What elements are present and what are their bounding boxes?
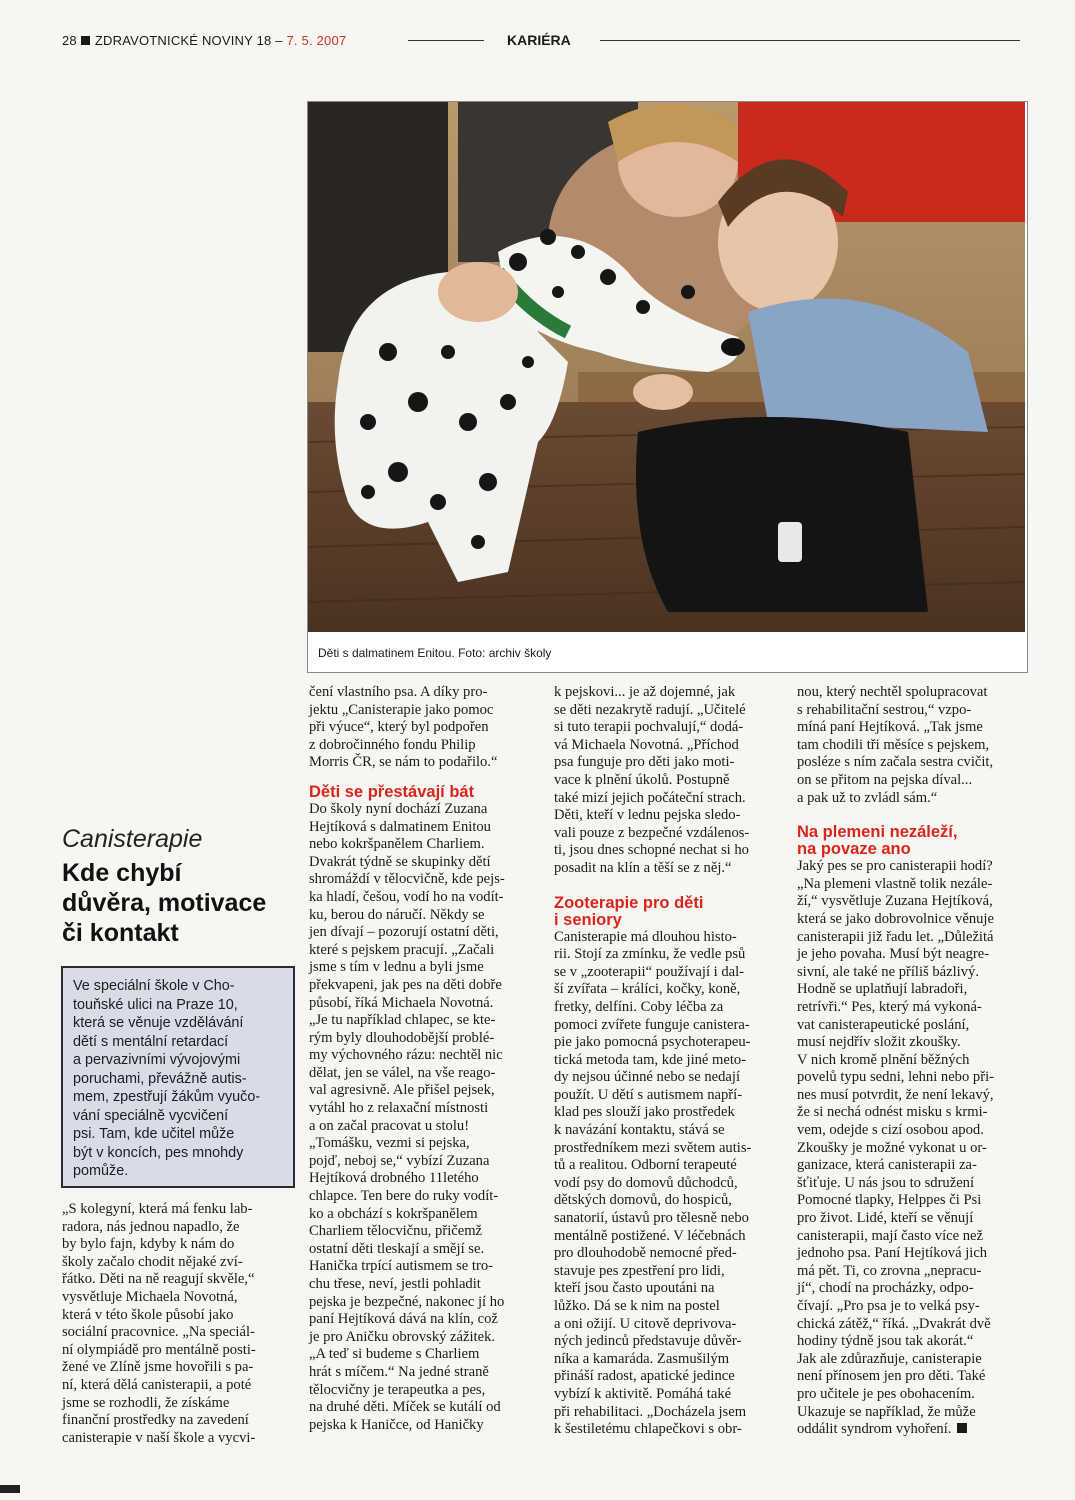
paragraph — [309, 801, 505, 1434]
text-line: překvapeni, jak pes na děti dobře — [309, 976, 502, 993]
text-line: nebo kokršpanělem Charliem. — [309, 836, 485, 853]
text-line: psa funguje pro děti jako moti- — [554, 754, 735, 771]
text-line: vat canisterapeutické poslání, — [797, 1016, 970, 1033]
text-line: chu třese, neví, jestli pohladit — [309, 1276, 481, 1292]
text-line: jektu „Canisterapie jako pomoc — [309, 701, 494, 718]
photo-children-with-dalmatian — [308, 102, 1025, 632]
publication-name: ZDRAVOTNICKÉ NOVINY 18 – — [94, 33, 283, 48]
issue-date: 7. 5. 2007 — [286, 33, 347, 48]
text-line: je jeho povaha. Musí být neagre- — [797, 946, 990, 963]
text-line: vysvětluje Michaela Novotná, — [62, 1288, 238, 1305]
text-line: nou, který nechtěl spolupracovat — [797, 684, 988, 700]
text-line: posadit na klín a těší se z něj.“ — [554, 859, 732, 876]
text-line: pejska je bezpečné, nakonec jí ho — [309, 1293, 505, 1310]
header-rule — [408, 40, 484, 41]
text-line: míná paní Hejtíková. „Tak jsme — [797, 719, 983, 736]
text-line: Morris ČR, se nám to podařilo.“ — [309, 754, 498, 771]
text-line: působí, říká Michaela Novotná. — [309, 994, 494, 1011]
text-line: vání speciálně vycvičení — [73, 1107, 229, 1124]
text-line: pie jako pomocná psychoterapeu- — [554, 1034, 751, 1051]
text-line: ní, která dělá canisterapii, a poté — [62, 1376, 252, 1393]
text-line: poruchami, převážně autis- — [73, 1070, 247, 1087]
text-line: Hanička trpící autismem se tro- — [309, 1258, 493, 1275]
text-line: lůžko. Dá se k nim na postel — [554, 1298, 720, 1314]
page-header — [62, 33, 346, 48]
text-line: na druhé děti. Míček se kutálí od — [309, 1399, 501, 1416]
text-line: se v „zooterapii“ používají i dal- — [554, 963, 745, 980]
text-line: kteří jsou často upoutáni na — [554, 1280, 715, 1297]
text-line: jsme se rozhodli, že získáme — [62, 1394, 230, 1411]
text-line: školy začalo chodit nějaké zví- — [62, 1253, 243, 1270]
text-line: pojď, neboj se,“ vybízí Zuzana — [309, 1152, 490, 1169]
text-line: Zkoušky je možné vykonat u or- — [797, 1139, 987, 1156]
text-line: Ukazuje se například, že může — [797, 1403, 976, 1420]
text-line: vybízí k aktivitě. Pomáhá také — [554, 1385, 732, 1402]
text-line: Hejtíková s dalmatinem Enitou — [309, 818, 491, 835]
text-line: my výchovného rázu: nechtěl nic — [309, 1047, 503, 1064]
text-line: žené ve Zlíně jsme hovořili s pa- — [62, 1359, 254, 1376]
text-line: ka hladí, češou, vodí ho na vodít- — [309, 888, 504, 905]
paragraph — [309, 684, 505, 772]
text-line: oddálit syndrom vyhoření. — [797, 1421, 994, 1439]
text-line: čení vlastního psa. A díky pro- — [309, 684, 488, 700]
text-line: ší zvířata – králíci, kočky, koně, — [554, 981, 741, 998]
text-line: Jaký pes se pro canisterapii hodí? — [797, 858, 993, 875]
paragraph — [797, 858, 994, 1439]
text-line: „Na plemeni vlastně tolik nezále- — [797, 875, 993, 892]
text-line: která se jako dobrovolnice věnuje — [797, 910, 994, 927]
text-line: tů a realitou. Odborní terapeuté — [554, 1157, 737, 1174]
text-line: řátko. Děti na ně reagují skvěle,“ — [62, 1271, 255, 1288]
text-line: i seniory — [554, 910, 622, 929]
text-line: chlapce. Ten bere do ruky vodít- — [309, 1188, 499, 1205]
text-line: ko a obchází s kokršpanělem — [309, 1205, 478, 1222]
text-line: on se přitom na pejska díval... — [797, 771, 973, 788]
text-line: níka a kamaráda. Zasmušilým — [554, 1350, 730, 1367]
headline-line: důvěra, motivace — [62, 889, 267, 917]
text-line: vem, odejde s cizí osobou apod. — [797, 1122, 984, 1139]
headline-line: či kontakt — [62, 919, 179, 947]
text-line: a on začal pracovat u stolu! — [309, 1117, 470, 1134]
text-line: Charliem tělocvičnu, přičemž — [309, 1223, 483, 1240]
text-line: při výuce“, který byl podpořen — [309, 719, 489, 736]
text-line: jí“, chodí na procházky, odpo- — [797, 1280, 974, 1297]
page-edge-mark — [0, 1485, 20, 1493]
text-line: Dvakrát týdně se skupinky dětí — [309, 853, 491, 870]
text-line: ostatní děti tleskají a smějí se. — [309, 1240, 485, 1257]
text-line: psi. Tam, kde učitel může — [73, 1126, 235, 1142]
text-line: ku, berou do náručí. Někdy se — [309, 906, 485, 923]
text-line: ných jedinců představuje důvěr- — [554, 1333, 742, 1350]
text-line: klad pes slouží jako prostředek — [554, 1104, 735, 1121]
text-line: má pět. Ti, co zrovna „nepracu- — [797, 1262, 982, 1279]
text-line: ti, jsou dnes schopné nechat si ho — [554, 842, 749, 859]
subheading-zooterapie — [554, 895, 751, 929]
text-line: vodí psy do domovů důchodců, — [554, 1174, 738, 1191]
text-line: pejska k Haničce, od Haničky — [309, 1416, 484, 1433]
text-line: k pejskovi... je až dojemné, jak — [554, 684, 736, 700]
text-line: se děti nezakrytě radují. „Učitelé — [554, 701, 746, 718]
text-line: být v koncích, pes mnohdy — [73, 1144, 244, 1161]
square-bullet-icon — [81, 36, 90, 45]
text-line: Na plemeni nezáleží, — [797, 823, 958, 842]
text-line: tělocvičny je terapeutka a pes, — [309, 1381, 486, 1398]
text-line: pomůže. — [73, 1163, 129, 1179]
text-line: prostředníkem mezi světem autis- — [554, 1139, 752, 1156]
text-line: Canisterapie má dlouhou histo- — [554, 928, 737, 945]
text-line: by bylo fajn, kdyby k nám do — [62, 1236, 235, 1253]
text-line: použít. U dětí s autismem napří- — [554, 1086, 743, 1103]
text-line: Hejtíková drobného 11letého — [309, 1170, 479, 1187]
text-line: Pomocné tlapky, Helppes či Psi — [797, 1192, 982, 1209]
article-headline — [62, 858, 302, 948]
text-line: hodiny týdně jsou tak akorát.“ — [797, 1333, 974, 1350]
text-line: retrívři.“ Pes, který má vykoná- — [797, 998, 982, 1015]
text-line: s rehabilitační sestrou,“ vzpo- — [797, 701, 972, 718]
paragraph — [554, 684, 751, 878]
text-line: „Tomášku, vezmi si pejska, — [309, 1135, 470, 1152]
text-line: pro dlouhodobě nemocné před- — [554, 1245, 737, 1262]
text-line: dětí s mentální retardací — [73, 1033, 229, 1050]
column-2 — [309, 684, 505, 1434]
photo-caption: Děti s dalmatinem Enitou. Foto: archiv školy — [318, 646, 552, 660]
text-line: šťiťuje. U nás jsou to sdružení — [797, 1174, 975, 1191]
text-line: jednoho psa. Paní Hejtíková jich — [797, 1245, 988, 1262]
text-line: canisterapie v naší škole a vycvi- — [62, 1429, 256, 1446]
article-end-square-icon — [957, 1423, 967, 1433]
text-line: na povaze ano — [797, 840, 911, 859]
text-line: sanatorií, ústavů pro tělesně nebo — [554, 1210, 749, 1227]
text-line: pro učitele je pes obohacením. — [797, 1385, 975, 1402]
text-line: jen dívají – pozorují ostatní děti, — [309, 924, 499, 941]
text-line: je pro Aničku obrovský zážitek. — [309, 1328, 496, 1345]
text-line: fretky, delfíni. Coby léčba za — [554, 998, 724, 1015]
text-line: „A teď si budeme s Charliem — [309, 1346, 480, 1363]
text-line: dy nejsou účinné nebo se nedají — [554, 1069, 741, 1086]
paragraph — [797, 684, 994, 807]
text-line: přináší radost, apatické jedince — [554, 1368, 735, 1385]
text-line: V nich kromě plnění běžných — [797, 1051, 970, 1068]
text-line: rým byly dlouhodobější problé- — [309, 1029, 495, 1046]
text-line: sivní, ale také ne příliš bázlivý. — [797, 963, 979, 980]
text-line: hrát s míčem.“ Na jedné straně — [309, 1363, 489, 1380]
text-line: touňské ulici na Praze 10, — [73, 996, 238, 1013]
text-line: pro život. Lidé, kteří se věnují — [797, 1210, 974, 1227]
text-line: shromáždí v tělocvičně, kde pejs- — [309, 871, 505, 888]
paragraph — [554, 929, 751, 1439]
photo-illustration — [308, 102, 1025, 632]
text-line: dělat, jen se válel, na vše reago- — [309, 1064, 496, 1081]
text-line: pomoci zvířete funguje canistera- — [554, 1016, 750, 1033]
text-line: chická zátěž,“ říká. „Dvakrát dvě — [797, 1315, 991, 1332]
text-line: a oni ožijí. U citově deprivova- — [554, 1315, 737, 1332]
text-line: Jak ale zdůrazňuje, canisterapie — [797, 1350, 982, 1367]
text-line: dětských domovů, do hospiců, — [554, 1192, 732, 1209]
text-line: „Je tu například chlapec, se kte- — [309, 1012, 496, 1029]
section-title: KARIÉRA — [507, 32, 571, 48]
text-line: „S kolegyní, která má fenku lab- — [62, 1201, 253, 1217]
text-line: Ve speciální škole v Cho- — [73, 978, 235, 994]
text-line: musí nejdřív složit zkoušky. — [797, 1034, 961, 1051]
text-line: také mizí jejich počáteční strach. — [554, 789, 746, 806]
text-line: val agresivně. Ale přišel pejsek, — [309, 1082, 495, 1099]
article-kicker: Canisterapie — [62, 825, 203, 853]
text-line: k šestiletému chlapečkovi s obr- — [554, 1421, 742, 1438]
text-line: ní olympiádě pro mentálně posti- — [62, 1341, 256, 1358]
text-line: čívají. „Pro psa je to velká psy- — [797, 1298, 980, 1314]
text-line: tam chodili tři měsíce s pejskem, — [797, 736, 990, 753]
text-line: radora, nás jednou napadlo, že — [62, 1218, 240, 1235]
headline-line: Kde chybí — [62, 859, 182, 887]
paragraph — [62, 1201, 256, 1447]
text-line: k navázání kontaktu, stává se — [554, 1122, 725, 1139]
text-line: jsme s tím v lednu a byli jsme — [309, 959, 484, 976]
header-rule — [600, 40, 1020, 41]
text-line: si tuto terapii pochvalují,“ dodá- — [554, 719, 744, 736]
text-line: není přínosem jen pro děti. Také — [797, 1368, 986, 1385]
text-line: která se věnuje vzdělávání — [73, 1015, 244, 1031]
text-line: tická metoda tam, kde jiné meto- — [554, 1051, 747, 1068]
text-line: canisterapii, mají často více než — [797, 1227, 983, 1244]
text-line: a pak už to zvládl sám.“ — [797, 789, 938, 806]
lead-paragraph — [73, 977, 293, 1181]
column-4 — [797, 684, 994, 1439]
text-line: které s pejskem pracují. „Začali — [309, 941, 495, 958]
text-line: Hodně se uplatňují labradoři, — [797, 981, 968, 998]
text-line: Zooterapie pro děti — [554, 893, 704, 912]
text-line: a pervazivními vývojovými — [73, 1052, 241, 1068]
text-line: z dobročinného fondu Philip — [309, 736, 476, 753]
text-line: která v této škole působí jako — [62, 1306, 234, 1323]
text-line: vace k plnění úkolů. Postupně — [554, 771, 730, 788]
text-line: Děti, kteří v lednu pejska sledo- — [554, 807, 741, 824]
text-line: Do školy nyní dochází Zuzana — [309, 800, 488, 817]
text-line: při rehabilitaci. „Docházela jsem — [554, 1403, 747, 1420]
text-line: posléze s ním začala sestra cvičit, — [797, 754, 994, 771]
text-line: finanční prostředky na zavedení — [62, 1412, 249, 1429]
text-line: rii. Stojí za zmínku, že vedle psů — [554, 946, 746, 963]
subheading-deti-se-prestavaji-bat: Děti se přestávají bát — [309, 782, 475, 801]
text-line: povelů typu sedni, lehni nebo při- — [797, 1069, 994, 1086]
column-3 — [554, 684, 751, 1439]
text-line: vá Michaela Novotná. „Příchod — [554, 736, 739, 753]
text-line: vytáhl ho z relaxační místnosti — [309, 1100, 489, 1117]
text-line: canisterapii již řadu let. „Důležitá — [797, 928, 994, 945]
text-line: stavuje pes zpestření pro lidi, — [554, 1262, 725, 1279]
column-1 — [62, 1201, 256, 1447]
text-line: ží,“ vysvětluje Zuzana Hejtíková, — [797, 893, 993, 910]
text-line: mentálně postižené. V léčebnách — [554, 1227, 746, 1244]
text-line: ganizace, která canisterapii za- — [797, 1157, 977, 1174]
text-line: nes musí potvrdit, že není lekavý, — [797, 1086, 994, 1103]
subheading-na-plemeni-nezalezi — [797, 824, 994, 858]
text-line: sociální pracovnice. „Na speciál- — [62, 1324, 255, 1341]
page-number: 28 — [62, 33, 77, 48]
text-line: mem, zpestřují žákům vyučo- — [73, 1089, 261, 1105]
text-line: paní Hejtíková dává na klín, což — [309, 1311, 498, 1328]
text-line: vali pouze z bezpečné vzdálenos- — [554, 824, 750, 841]
text-line: že si nechá odnést misku s krmi- — [797, 1104, 988, 1121]
